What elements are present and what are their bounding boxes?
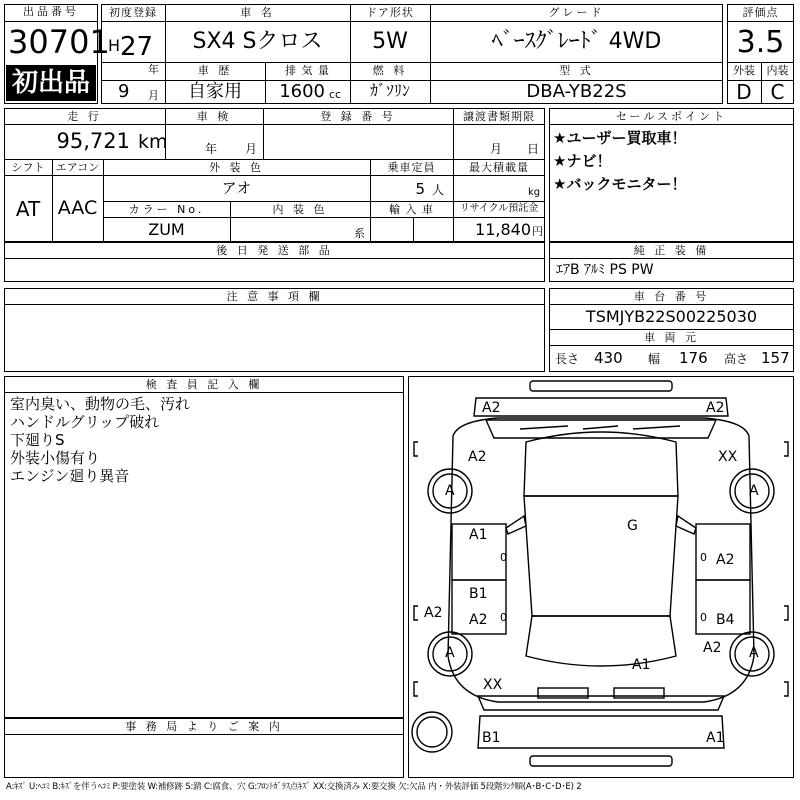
- sales-point-2: ★ナビ！: [553, 152, 612, 170]
- displacement-unit: cc: [329, 88, 342, 101]
- capacity-unit: 人: [432, 183, 445, 197]
- month-unit: 月: [148, 89, 159, 102]
- history: 自家用: [188, 81, 242, 102]
- height-value: 157: [761, 349, 790, 367]
- inspector-note-3: 下廻りS: [10, 431, 65, 449]
- office-label: 事 務 局 よ り ご 案 内: [125, 720, 283, 733]
- int-color-label: 内 装 色: [272, 203, 328, 216]
- ext-color: アオ: [221, 179, 252, 197]
- color-no: ZUM: [148, 220, 185, 239]
- first-reg-label: 初度登録: [109, 6, 157, 19]
- mark-roof: G: [627, 518, 638, 534]
- max-load-unit: kg: [528, 187, 541, 198]
- max-load-label: 最大積載量: [469, 161, 529, 174]
- model: DBA-YB22S: [526, 81, 627, 102]
- later-parts-label: 後 日 発 送 部 品: [216, 244, 333, 257]
- capacity: 5: [415, 180, 425, 198]
- sales-points-label: セールスポイント: [615, 110, 727, 123]
- door-type: 5W: [372, 29, 408, 54]
- mark-door-fl: A1: [469, 527, 488, 543]
- mark-fender-left: A2: [468, 449, 487, 465]
- history-label: 車 歴: [197, 64, 233, 77]
- capacity-label: 乗車定員: [387, 161, 436, 174]
- exterior-score: D: [736, 80, 752, 104]
- equipment-value: ｴｱB ｱﾙﾐ PS PW: [556, 262, 654, 278]
- reg-number-label: 登 録 番 号: [320, 110, 396, 123]
- aircon: AAC: [57, 197, 98, 219]
- mark-door-rr-zero: 0: [700, 611, 707, 624]
- era: H: [108, 36, 121, 55]
- length-label: 長さ: [555, 352, 580, 366]
- width-value: 176: [679, 349, 708, 367]
- reg-year: 27: [120, 32, 154, 62]
- inspection-year-unit: 年: [205, 142, 218, 156]
- sales-point-3: ★バックモニター！: [553, 175, 687, 193]
- recycle-fee: 11,840: [475, 220, 531, 239]
- mark-bumper-left: B1: [482, 730, 501, 746]
- year-unit: 年: [148, 63, 159, 76]
- dims-label: 車 両 元: [644, 331, 699, 344]
- fuel: ｶﾞｿﾘﾝ: [369, 81, 410, 100]
- sales-point-1: ★ユーザー買取車！: [553, 129, 687, 147]
- mark-rear: A1: [632, 657, 651, 673]
- mark-door-rl-a2: A2: [469, 612, 488, 628]
- import-label: 輸 入 車: [389, 203, 434, 216]
- inspector-note-5: エンジン廻り異音: [10, 467, 130, 485]
- fuel-label: 燃 料: [372, 64, 408, 77]
- mileage-label: 走 行: [67, 110, 102, 123]
- inspector-note-1: 室内臭い、動物の毛、汚れ: [10, 395, 191, 413]
- int-color-unit: 系: [354, 227, 365, 240]
- shift: AT: [15, 197, 41, 221]
- car-diagram: [408, 376, 794, 778]
- score-label: 評価点: [742, 6, 779, 19]
- grade-label: グレード: [548, 6, 605, 19]
- mark-bumper-right: A1: [706, 730, 725, 746]
- exterior-score-label: 外装: [733, 64, 755, 77]
- car-name: SX4 Sクロス: [192, 29, 323, 54]
- door-label: ドア形状: [366, 6, 414, 19]
- lot-label: 出品番号: [23, 5, 79, 18]
- length-value: 430: [594, 349, 623, 367]
- mark-tire-rr: A: [749, 645, 759, 661]
- transfer-day-unit: 日: [527, 142, 540, 156]
- chassis-number: TSMJYB22S00225030: [585, 307, 758, 326]
- mark-tire-rl: A: [445, 645, 455, 661]
- legend: A:ｷｽﾞ U:ﾍｺﾐ B:ｷｽﾞを伴うﾍｺﾐ P:要塗装 W:補修跡 S:錆 C:腐食、穴 G:ﾌﾛﾝﾄｶﾞﾗｽ点ｷｽﾞ XX:交換済み X:要交換 欠:欠品 内・外装評価 5段階ﾗﾝｸ順(A･B･C･D･E) 2: [6, 782, 582, 792]
- mark-tire-fl: A: [445, 483, 455, 499]
- equipment-label: 純 正 装 備: [633, 244, 710, 257]
- chassis-label: 車 台 番 号: [633, 290, 710, 303]
- transfer-date-label: 譲渡書類期限: [463, 110, 535, 123]
- mileage-unit: km: [138, 131, 168, 153]
- mark-sill-left: A2: [424, 605, 443, 621]
- mark-front-left: A2: [482, 400, 501, 416]
- notes-label: 注 意 事 項 欄: [226, 290, 323, 303]
- mark-door-fr-zero: 0: [700, 551, 707, 564]
- inspector-note-2: ハンドルグリップ破れ: [10, 413, 160, 431]
- mark-front-right: A2: [706, 400, 725, 416]
- interior-score-label: 内装: [766, 64, 789, 77]
- mark-door-fr: A2: [716, 552, 735, 568]
- mark-tire-fr: A: [749, 483, 759, 499]
- recycle-label: リサイクル預託金: [459, 203, 539, 214]
- displacement-label: 排 気 量: [285, 64, 330, 77]
- height-label: 高さ: [724, 352, 749, 366]
- car-name-label: 車 名: [240, 6, 275, 19]
- mileage: 95,721: [56, 129, 130, 153]
- shift-label: シフト: [11, 161, 45, 174]
- aircon-label: エアコン: [55, 161, 100, 174]
- inspector-label: 検 査 員 記 入 欄: [145, 378, 263, 391]
- interior-score: C: [770, 80, 785, 104]
- mark-quarter-right: A2: [703, 640, 722, 656]
- inspector-note-4: 外装小傷有り: [10, 449, 101, 467]
- transfer-month-unit: 月: [490, 142, 503, 156]
- mark-door-rl-zero: 0: [500, 611, 507, 624]
- model-label: 型 式: [559, 64, 594, 77]
- recycle-unit: 円: [532, 225, 543, 238]
- color-no-label: カラー No.: [128, 203, 205, 216]
- mark-quarter-left: XX: [483, 677, 503, 693]
- mark-door-rl-b1: B1: [469, 586, 488, 602]
- reg-month: 9: [118, 81, 130, 102]
- mark-fender-right: XX: [718, 449, 738, 465]
- mark-door-fl-zero: 0: [500, 551, 507, 564]
- first-listing-badge: 初出品: [6, 65, 96, 101]
- inspection-month-unit: 月: [245, 142, 258, 156]
- lot-number: 30701: [8, 23, 110, 61]
- inspection-label: 車 検: [196, 110, 232, 123]
- grade: ﾍﾞｰｽｸﾞﾚｰﾄﾞ 4WD: [491, 29, 662, 54]
- ext-color-label: 外 装 色: [209, 161, 264, 174]
- mark-door-rr: B4: [716, 612, 735, 628]
- displacement: 1600: [279, 81, 325, 102]
- width-label: 幅: [648, 352, 661, 366]
- overall-score: 3.5: [736, 25, 785, 60]
